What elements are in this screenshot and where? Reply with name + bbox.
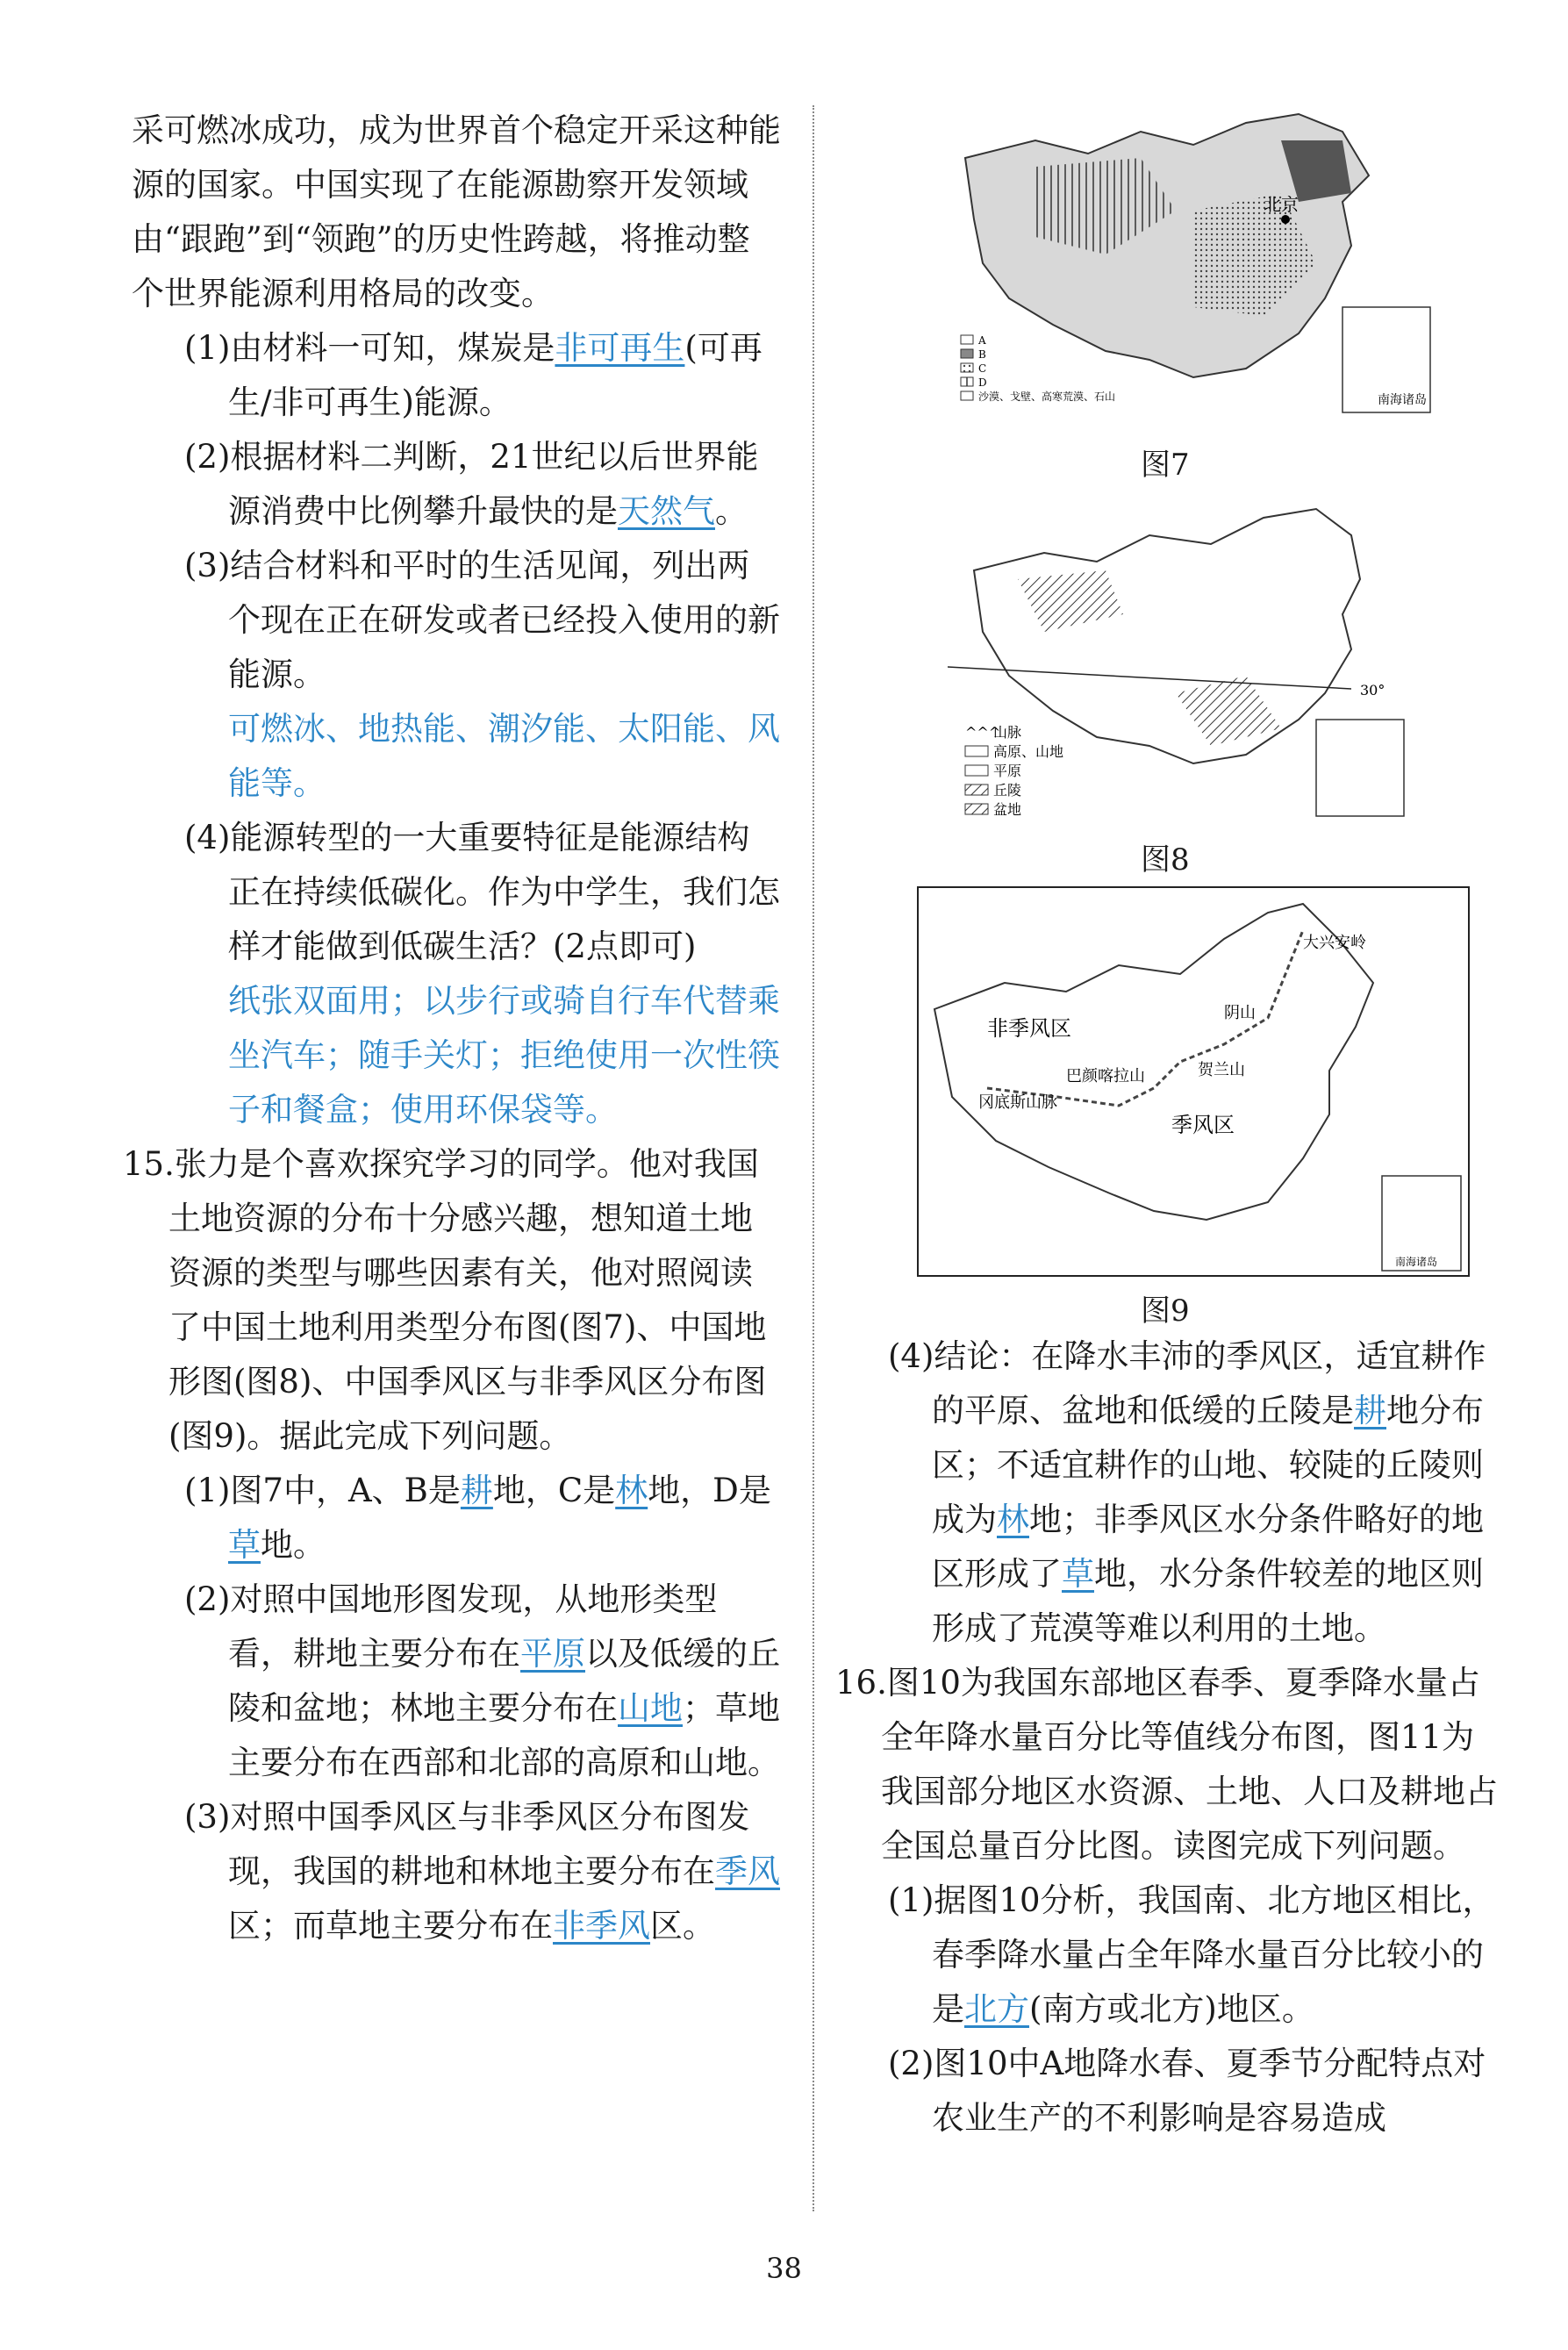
fig7-caption: 图7 <box>1141 448 1190 483</box>
q15-1-text-c: 地，D是 <box>648 1472 771 1509</box>
q15-3-text-a: (3)对照中国季风区与非季风区分布图发现，我国的耕地和林地主要分布在 <box>184 1798 750 1890</box>
fig9-helan-label: 贺兰山 <box>1198 1061 1245 1079</box>
figure-8-terrain-map <box>948 500 1439 825</box>
fig8-inset-box <box>1316 720 1404 816</box>
fig8-caption: 图8 <box>1141 842 1190 878</box>
q14-2 <box>132 430 781 539</box>
q15-1-text-b: 地，C是 <box>492 1472 616 1509</box>
q15-1-answer-c: 草 <box>228 1526 261 1564</box>
q16-stem: 16.图10为我国东部地区春季、夏季降水量占全年降水量百分比等值线分布图，图11为我国部分地区水资源、土地、人口及耕地占全国总量百分比图。读图完成下列问题。 <box>835 1664 1498 1865</box>
fig9-inset-label: 南海诸岛 <box>1395 1256 1438 1268</box>
q15-2 <box>132 1573 781 1790</box>
fig8-legend <box>965 724 1063 818</box>
q15-2-text-c: ；草地主要分布在西部和北部的高原和山地。 <box>228 1689 780 1781</box>
q14-4-answer: 纸张双面用；以步行或骑自行车代替乘坐汽车；随手关灯；拒绝使用一次性筷子和餐盒；使用环保袋等。 <box>228 982 780 1128</box>
fig8-legend-mountain: 山脉 <box>993 724 1022 741</box>
fig9-gangdise-label: 冈底斯山脉 <box>978 1093 1057 1112</box>
q15-1-answer-a: 耕 <box>460 1472 493 1509</box>
fig8-legend-hills: 丘陵 <box>993 782 1022 799</box>
fig8-legend-mountain-symbol: ^^^ <box>965 724 1001 741</box>
q15-1 <box>132 1464 781 1573</box>
q15-2-text-a: (2)对照中国地形图发现，从地形类型看，耕地主要分布在 <box>184 1580 718 1673</box>
fig8-china-outline <box>974 509 1360 763</box>
q15-4-answer-b: 林 <box>997 1501 1029 1538</box>
fig7-legend-d: D <box>978 376 987 389</box>
q16-1-text-a: (1)据图10分析，我国南、北方地区相比，春季降水量占全年降水量百分比较小的是 <box>888 1881 1495 2028</box>
q15-2-answer-a: 平原 <box>520 1635 585 1673</box>
q15-2-answer-b: 山地 <box>618 1689 683 1727</box>
q15-1-answer-b: 林 <box>615 1472 648 1509</box>
figure-9-monsoon-map <box>917 886 1470 1277</box>
q15-3-answer-b: 非季风 <box>553 1907 650 1945</box>
fig7-beijing-label: 北京 <box>1264 194 1299 215</box>
q15-3-text-c: 区。 <box>650 1907 715 1945</box>
q15-4-answer-c: 草 <box>1062 1555 1094 1593</box>
q15-4-text-c: 地；非季风区水分条件略好的地区形成了 <box>932 1501 1484 1593</box>
q15-4 <box>844 1329 1498 1656</box>
q14-3: (3)结合材料和平时的生活见闻，列出两个现在正在研发或者已经投入使用的新能源。 <box>184 547 780 693</box>
fig7-legend-c: C <box>978 362 987 375</box>
q16-1 <box>844 1874 1498 2037</box>
intro-paragraph: 采可燃冰成功，成为世界首个稳定开采这种能源的国家。中国实现了在能源勘察开发领域由“跟跑”到“领跑”的历史性跨越，将推动整个世界能源利用格局的改变。 <box>132 111 781 312</box>
left-column <box>123 104 781 1953</box>
q14-1-text: (1)由材料一可知，煤炭是 <box>184 329 555 367</box>
q15-3-text-b: 区；而草地主要分布在 <box>228 1907 553 1945</box>
fig7-inset-label: 南海诸岛 <box>1378 393 1427 407</box>
fig8-legend-basin: 盆地 <box>993 801 1022 818</box>
q16-2: (2)图10中A地降水春、夏季节分配特点对农业生产的不利影响是容易造成 <box>888 2045 1486 2137</box>
q14-2-text: (2)根据材料二判断，21世纪以后世界能源消费中比例攀升最快的是 <box>184 438 759 530</box>
fig9-yin-label: 阴山 <box>1224 1004 1256 1022</box>
q15-1-text-a: (1)图7中，A、B是 <box>184 1472 461 1509</box>
fig7-legend-a: A <box>978 334 986 347</box>
figure-7-land-use-map <box>930 105 1457 430</box>
fig7-legend-b: B <box>978 348 986 361</box>
q14-1 <box>132 321 781 430</box>
q14-2-tail: 。 <box>715 492 748 530</box>
q16-1-answer: 北方 <box>964 1990 1029 2028</box>
q15-4-answer-a: 耕 <box>1354 1392 1386 1429</box>
q15-1-text-d: 地。 <box>261 1526 326 1564</box>
page-number: 38 <box>766 2252 802 2285</box>
column-divider <box>813 105 814 2211</box>
q14-3-answer: 可燃冰、地热能、潮汐能、太阳能、风能等。 <box>228 710 780 802</box>
q15-4-text-d: 地，水分条件较差的地区则形成了荒漠等难以利用的土地。 <box>932 1555 1484 1647</box>
right-column-text <box>835 1329 1498 2146</box>
q15-3 <box>132 1790 781 1953</box>
fig8-30-degree-label: 30° <box>1360 682 1385 699</box>
q15-4-text-b: 地分布区；不适宜耕作的山地、较陡的丘陵则成为 <box>932 1392 1484 1538</box>
fig9-daxinganling-label: 大兴安岭 <box>1303 934 1366 952</box>
q15-4-text-a: (4)结论：在降水丰沛的季风区，适宜耕作的平原、盆地和低缓的丘陵是 <box>888 1337 1486 1429</box>
fig8-legend-plain: 平原 <box>993 763 1022 779</box>
fig7-legend-e: 沙漠、戈壁、高寒荒漠、石山 <box>978 390 1116 403</box>
q14-2-answer: 天然气 <box>618 492 715 530</box>
q15-stem: 15.张力是个喜欢探究学习的同学。他对我国土地资源的分布十分感兴趣，想知道土地资源的类型与哪些因素有关，他对照阅读了中国土地利用类型分布图(图7)、中国地形图(图8)、中国季风区与非季风区分布图(图9)。据此完成下列问题。 <box>123 1145 767 1455</box>
q14-4: (4)能源转型的一大重要特征是能源结构正在持续低碳化。作为中学生，我们怎样才能做到低碳生活？(2点即可) <box>184 819 780 965</box>
q15-2-text-b: 以及低缓的丘陵和盆地；林地主要分布在 <box>228 1635 780 1727</box>
q14-1-answer: 非可再生 <box>555 329 685 367</box>
q16-1-text-b: (南方或北方)地区。 <box>1029 1990 1314 2028</box>
fig8-legend-plateau: 高原、山地 <box>993 743 1064 760</box>
fig9-nonmonsoon-label: 非季风区 <box>987 1016 1071 1041</box>
fig9-caption: 图9 <box>1141 1293 1190 1329</box>
fig7-beijing-dot <box>1281 215 1290 224</box>
q15-3-answer-a: 季风 <box>715 1852 780 1890</box>
fig9-bayankala-label: 巴颜喀拉山 <box>1066 1067 1145 1085</box>
q14-1-tail: (可再生/非可再生)能源。 <box>228 329 763 421</box>
fig9-monsoon-label: 季风区 <box>1171 1113 1235 1137</box>
